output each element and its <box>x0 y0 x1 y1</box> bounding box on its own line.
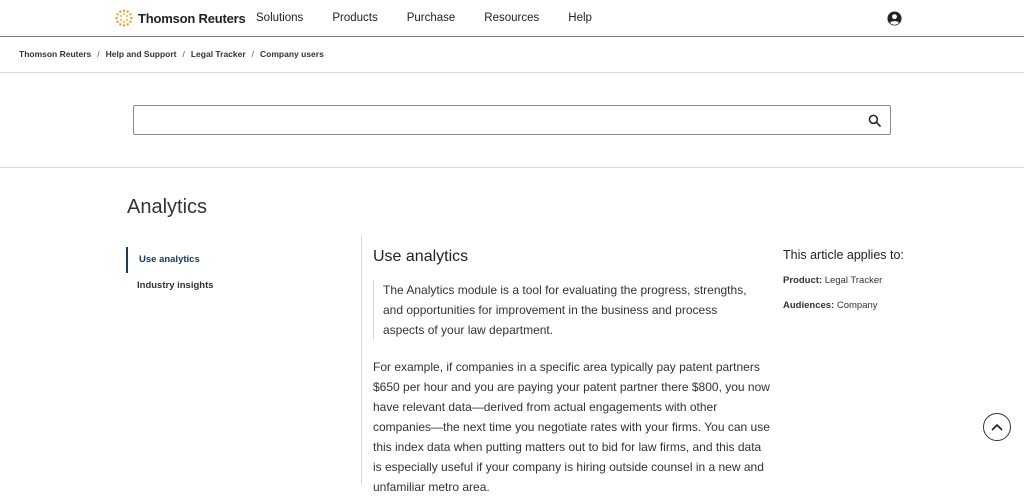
product-value: Legal Tracker <box>824 275 883 286</box>
search-box <box>133 105 891 135</box>
audiences-value: Company <box>836 300 878 311</box>
breadcrumb-item-current[interactable]: Company users <box>260 49 324 59</box>
page-title: Analytics <box>127 196 208 218</box>
breadcrumb-separator: / <box>97 49 100 59</box>
audiences-label: Audiences: <box>783 300 835 311</box>
search-input[interactable] <box>142 111 842 129</box>
breadcrumb-bar <box>0 37 1024 73</box>
content-divider <box>361 236 362 485</box>
product-label: Product: <box>783 275 823 286</box>
nav-products[interactable]: Products <box>332 12 378 24</box>
breadcrumb-item[interactable]: Help and Support <box>105 49 177 59</box>
main-nav <box>256 10 621 26</box>
breadcrumb-item[interactable]: Legal Tracker <box>190 49 246 59</box>
nav-purchase[interactable]: Purchase <box>406 12 456 24</box>
applies-product <box>783 274 913 288</box>
breadcrumb-separator: / <box>182 49 185 59</box>
chevron-up-icon <box>991 423 1003 431</box>
nav-solutions[interactable]: Solutions <box>256 12 304 24</box>
side-nav-item-use-analytics[interactable]: Use analytics <box>126 247 361 273</box>
breadcrumb-item[interactable]: Thomson Reuters <box>19 49 92 59</box>
tr-logo-icon <box>115 9 133 27</box>
nav-help[interactable]: Help <box>568 12 592 24</box>
article-side-nav <box>126 247 361 299</box>
article-summary: The Analytics module is a tool for evaluating the progress, strengths, and opportunities for improvement in the business and process aspects of your law department. <box>373 280 761 340</box>
applies-audiences <box>783 299 913 313</box>
search-section <box>0 73 1024 168</box>
back-to-top-button[interactable] <box>983 413 1011 441</box>
breadcrumb-separator: / <box>251 49 255 59</box>
brand-name: Thomson Reuters <box>138 10 246 26</box>
article-title: Use analytics <box>373 248 469 265</box>
brand-logo[interactable] <box>115 9 246 27</box>
applies-heading: This article applies to: <box>783 248 904 262</box>
nav-resources[interactable]: Resources <box>484 12 540 24</box>
site-header <box>0 0 1024 37</box>
search-icon[interactable] <box>868 114 881 127</box>
user-icon[interactable] <box>887 11 902 26</box>
side-nav-item-industry-insights[interactable]: Industry insights <box>137 280 214 291</box>
applies-to-panel <box>783 247 913 313</box>
breadcrumb <box>19 49 324 59</box>
article-body: For example, if companies in a specific area typically pay patent partners $650 per hour and you are paying your patent partner there $800, you now have relevant data—derived from actual engagements with other companies—the next time you negotiate rates with your firms. You can use this index data when putting matters out to bid for law firms, and this data is especially useful if your company is hiring outside counsel in a new and unfamiliar metro area. <box>373 360 770 494</box>
article <box>373 248 773 497</box>
